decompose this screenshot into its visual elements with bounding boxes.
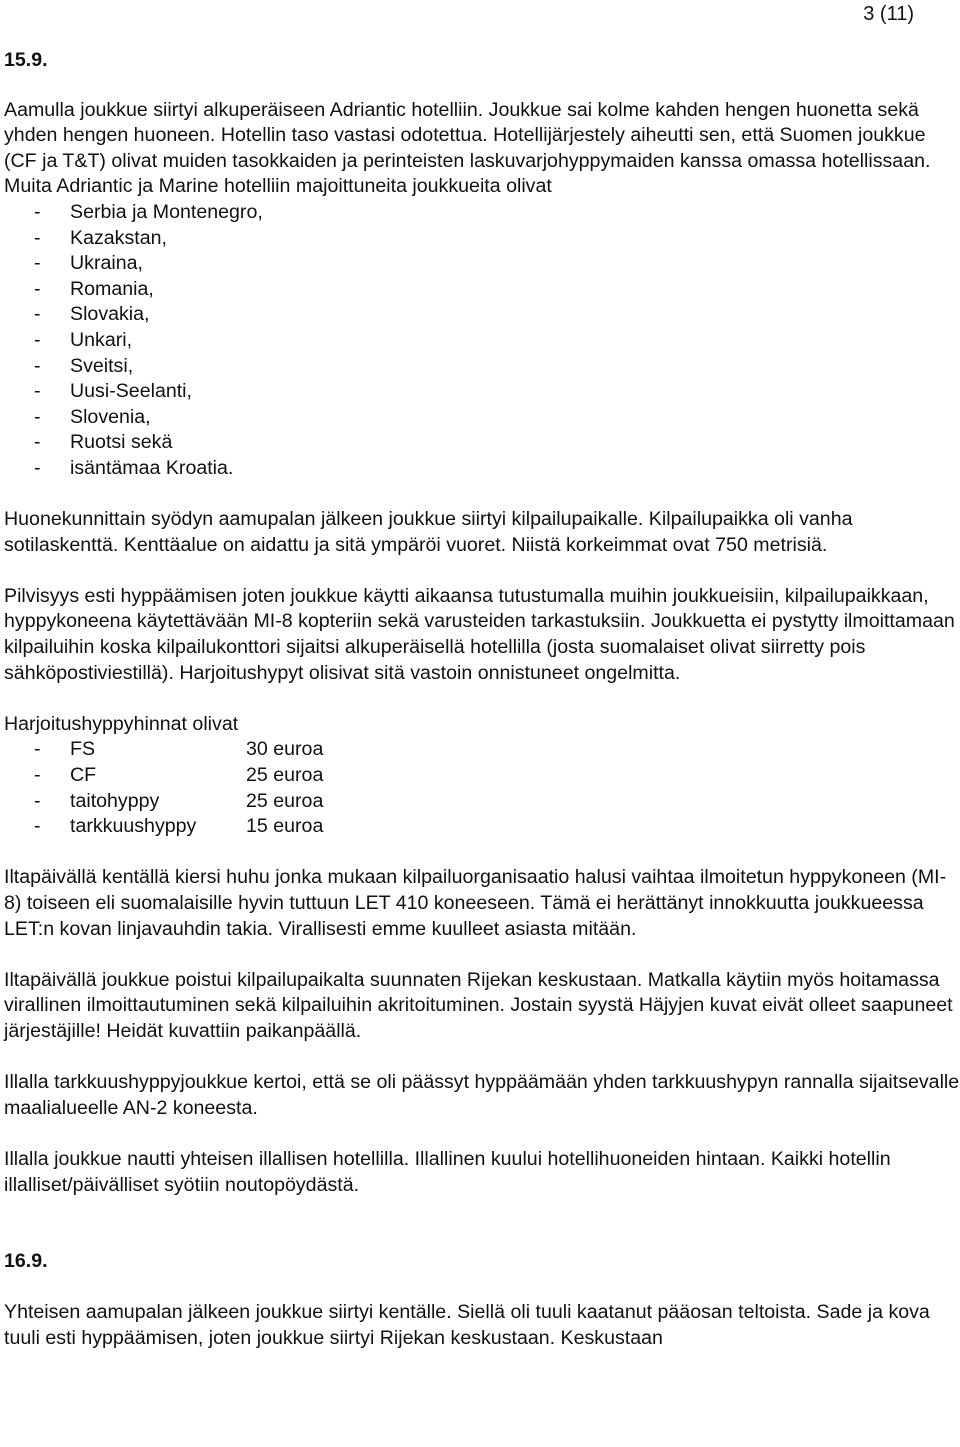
- list-item: - isäntämaa Kroatia.: [34, 456, 234, 479]
- team-list: [4, 200, 960, 482]
- list-item: - Ukraina,: [34, 252, 143, 275]
- list-item: - Sveitsi,: [34, 354, 134, 377]
- list-item: - CF 25 euroa: [34, 764, 324, 787]
- prices-intro: Harjoitushyppyhinnat olivat: [4, 712, 239, 735]
- paragraph-day2: Yhteisen aamupalan jälkeen joukkue siirtyi kentälle. Siellä oli tuuli kaatanut pääosan teltoista. Sade ja kova tuuli esti hyppäämisen, joten joukkue siirtyi Rijekan keskustaan. Keskustaan: [4, 1301, 930, 1349]
- spacer: [4, 840, 960, 866]
- paragraph-dinner: Illalla joukkue nautti yhteisen illallisen hotellilla. Illallinen kuului hotellihuoneiden hintaan. Kaikki hotellin illalliset/päivälliset syötiin noutopöydästä.: [4, 1147, 891, 1196]
- spacer: [4, 482, 960, 508]
- spacer: [4, 74, 960, 98]
- paragraph-competition-site: Huonekunnittain syödyn aamupalan jälkeen joukkue siirtyi kilpailupaikalle. Kilpailupaikka oli vanha sotilaskenttä. Kenttäalue on aidattu ja sitä ympäröi vuoret. Niistä korkeimmat ovat 750 metrisiä.: [4, 508, 853, 556]
- spacer: [4, 558, 960, 584]
- list-item: - Romania,: [34, 277, 154, 300]
- date-heading-15-9: 15.9.: [4, 49, 48, 71]
- paragraph-hotel: Aamulla joukkue siirtyi alkuperäiseen Adriantic hotelliin. Joukkue sai kolme kahden hengen huonetta sekä yhden hengen huoneen. Hotellin taso vastasi odotettua. Hotellijärjestely aiheutti sen, että Suomen joukkue (CF ja T&T) olivat muiden tasokkaiden ja perinteisten laskuvarjohyppymaiden kanssa omassa hotellissaan. Muita Adriantic ja Marine hotelliin majoittuneita joukkueita olivat: [4, 98, 931, 198]
- list-item: - Unkari,: [34, 328, 133, 351]
- list-item: - taitohyppy 25 euroa: [34, 789, 324, 812]
- list-item: - Uusi-Seelanti,: [34, 380, 192, 403]
- paragraph-accuracy-jump: Illalla tarkkuushyppyjoukkue kertoi, että se oli päässyt hyppäämään yhden tarkkuushypyn rannalla sijaitsevalle maalialueelle AN-2 koneesta.: [4, 1071, 960, 1119]
- spacer: [4, 686, 960, 712]
- paragraph-city-trip: Iltapäivällä joukkue poistui kilpailupaikalta suunnaten Rijekan keskustaan. Matkalla käytiin myös hoitamassa virallinen ilmoittautuminen sekä kilpailuihin akritoituminen. Jostain syystä Häjyjen kuvat eivät olleet saapuneet järjestäjille! Heidät kuvattiin paikanpäällä.: [4, 968, 953, 1042]
- spacer: [4, 1045, 960, 1071]
- list-item: - FS 30 euroa: [34, 738, 324, 761]
- date-heading-16-9: 16.9.: [4, 1250, 48, 1273]
- page-number: 3 (11): [863, 3, 914, 25]
- document-body: [4, 48, 960, 1352]
- spacer: [4, 1275, 960, 1301]
- list-item: - Slovakia,: [34, 303, 150, 326]
- price-list: [4, 737, 960, 839]
- spacer: [4, 942, 960, 968]
- paragraph-rumour: Iltapäivällä kentällä kiersi huhu jonka mukaan kilpailuorganisaatio halusi vaihtaa ilmoitetun hyppykoneen (MI-8) toiseen eli suomalaisille hyvin tuttuun LET 410 koneeseen. Tämä ei herättänyt innokkuutta joukkueessa LET:n kovan linjavauhdin takia. Virallisesti emme kuulleet asiasta mitään.: [4, 866, 947, 940]
- list-item: - tarkkuushyppy 15 euroa: [34, 815, 324, 838]
- paragraph-cloudiness: Pilvisyys esti hyppäämisen joten joukkue käytti aikaansa tutustumalla muihin joukkueisiin, kilpailupaikkaan, hyppykoneena käytettävään MI-8 kopteriin sekä varusteiden tarkastuksiin. Joukkuetta ei pystytty ilmoittamaan kilpailuihin koska kilpailukonttori sijaitsi alkuperäisellä hotellilla (josta suomalaiset olivat siirretty pois sähköpostiviestillä). Harjoitushypyt olisivat sitä vastoin onnistuneet ongelmitta.: [4, 584, 955, 684]
- spacer: [4, 1198, 960, 1249]
- list-item: - Slovenia,: [34, 405, 151, 428]
- list-item: - Kazakstan,: [34, 226, 167, 249]
- list-item: - Serbia ja Montenegro,: [34, 200, 263, 223]
- list-item: - Ruotsi sekä: [34, 431, 173, 454]
- spacer: [4, 1121, 960, 1147]
